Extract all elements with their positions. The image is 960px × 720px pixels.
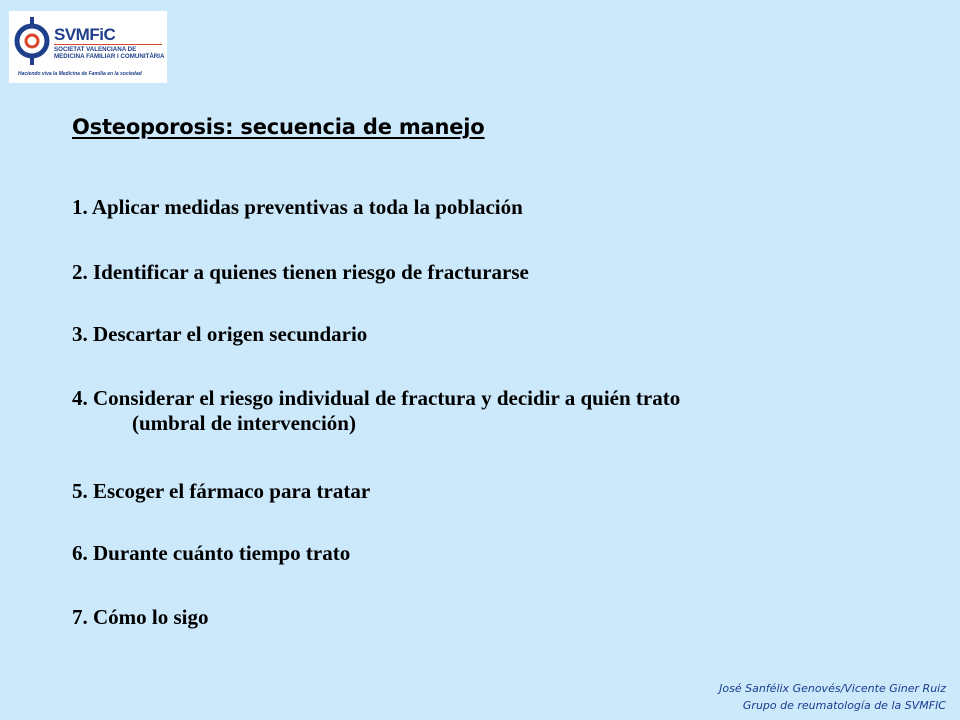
logo-tagline: Haciendo viva la Medicina de Familia en la sociedad	[18, 71, 142, 77]
step-text: 1. Aplicar medidas preventivas a toda la población	[72, 195, 523, 219]
author-credit	[646, 680, 946, 714]
svmfic-logo	[9, 11, 167, 83]
logo-name: SVMFiC	[54, 25, 116, 44]
step-item	[72, 195, 523, 220]
author-group: Grupo de reumatología de la SVMFIC	[742, 699, 946, 712]
step-text-continuation: (umbral de intervención)	[132, 411, 356, 435]
logo-line-2: MEDICINA FAMILIAR I COMUNITÀRIA	[54, 53, 165, 60]
author-names: José Sanfélix Genovés/Vicente Giner Ruiz	[719, 682, 946, 695]
logo-emblem-icon	[13, 15, 55, 67]
step-text: 4. Considerar el riesgo individual de fractura y decidir a quién trato	[72, 386, 681, 410]
step-text: 2. Identificar a quienes tienen riesgo de fracturarse	[72, 260, 529, 284]
step-text: 5. Escoger el fármaco para tratar	[72, 479, 371, 503]
step-text: 6. Durante cuánto tiempo trato	[72, 541, 351, 565]
step-item	[72, 322, 367, 347]
step-item	[72, 260, 529, 285]
step-item	[72, 386, 680, 436]
step-item	[72, 605, 209, 630]
slide-title: Osteoporosis: secuencia de manejo	[72, 115, 485, 139]
step-text: 3. Descartar el origen secundario	[72, 322, 368, 346]
logo-line-1: SOCIETAT VALENCIANA DE	[54, 46, 137, 53]
step-item	[72, 479, 370, 504]
logo-rule	[54, 44, 162, 45]
step-text: 7. Cómo lo sigo	[72, 605, 209, 629]
step-item	[72, 541, 350, 566]
